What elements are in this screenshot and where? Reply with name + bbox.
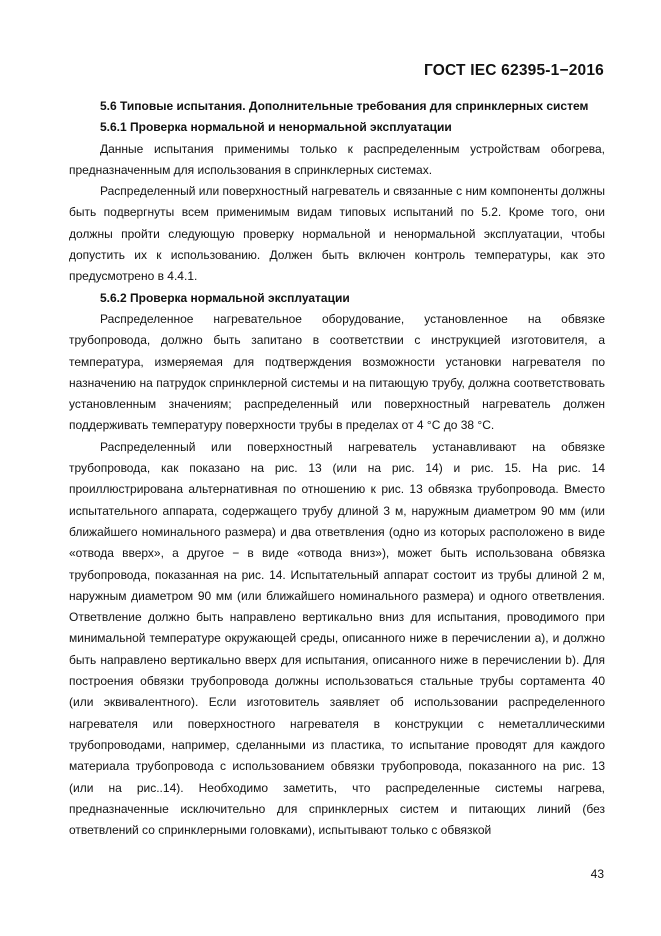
section-heading-5-6: 5.6 Типовые испытания. Дополнительные требования для спринклерных систем [100, 99, 589, 113]
paragraph: Данные испытания применимы только к распределенным устройствам обогрева, предназначенным для использования в спринклерных системах. [69, 141, 605, 177]
section-heading-5-6-2: 5.6.2 Проверка нормальной эксплуатации [100, 290, 350, 305]
paragraph: Распределенное нагревательное оборудование, установленное на обвязке трубопровода, должно быть запитано в соответствии с инструкцией изготовителя, а температура, измеряемая для подтверждения возможности установки нагревателя по назначению на патрудок спринклерной системы и на питающую трубу, должна соответствовать установленным значениям; распределенный или поверхностный нагреватель должен поддерживать температуру поверхности трубы в пределах от 4 °С до 38 °С. [69, 311, 605, 433]
document-body [69, 96, 605, 841]
standard-designation: ГОСТ IEC 62395-1−2016 [424, 62, 604, 79]
page-number: 43 [590, 867, 604, 881]
paragraph: Распределенный или поверхностный нагреватель устанавливают на обвязке трубопровода, как показано на рис. 13 (или на рис. 14) и рис. 15. На рис. 14 проиллюстрирована альтернативная по отношению к рис. 13 обвязка трубопровода. Вместо испытательного аппарата, содержащего трубу длиной 3 м, наружным диаметром 90 мм (или ближайшего номинального размера) и два ответвления (одно из которых расположено в виде «отвода вверх», а другое − в виде «отвода вниз»), может быть использована обвязка трубопровода, показанная на рис. 14. Испытательный аппарат состоит из трубы длиной 2 м, наружным диаметром 90 мм (или ближайшего номинального размера) и одного ответвления. Ответвление должно быть направлено вертикально вниз для испытания, проводимого при минимальной температуре окружающей среды, описанного ниже в перечислении a), и должно быть направлено вертикально вверх для испытания, описанного ниже в перечислении b). Для построения обвязки трубопровода должны использоваться стальные трубы сортамента 40 (или эквивалентного). Если изготовитель заявляет об использовании распределенного нагревателя или поверхностного нагревателя в конструкции с неметаллическими трубопроводами, например, сделанными из пластика, то испытание проводят для каждого материала трубопровода с использованием обвязки трубопровода, показанного на рис. 13 (или на рис..14). Необходимо заметить, что распределенные системы нагрева, предназначенные исключительно для спринклерных систем и питающих линий (без ответвлений со спринклерными головками), испытывают только с обвязкой [69, 439, 605, 838]
paragraph: Распределенный или поверхностный нагреватель и связанные с ним компоненты должны быть подвергнуты всем применимым видам типовых испытаний по 5.2. Кроме того, они должны пройти следующую проверку нормальной и ненормальной эксплуатации, чтобы допустить их к использованию. Должен быть включен контроль температуры, как это предусмотрено в 4.4.1. [69, 184, 605, 284]
section-heading-5-6-1: 5.6.1 Проверка нормальной и ненормальной эксплуатации [100, 120, 452, 135]
